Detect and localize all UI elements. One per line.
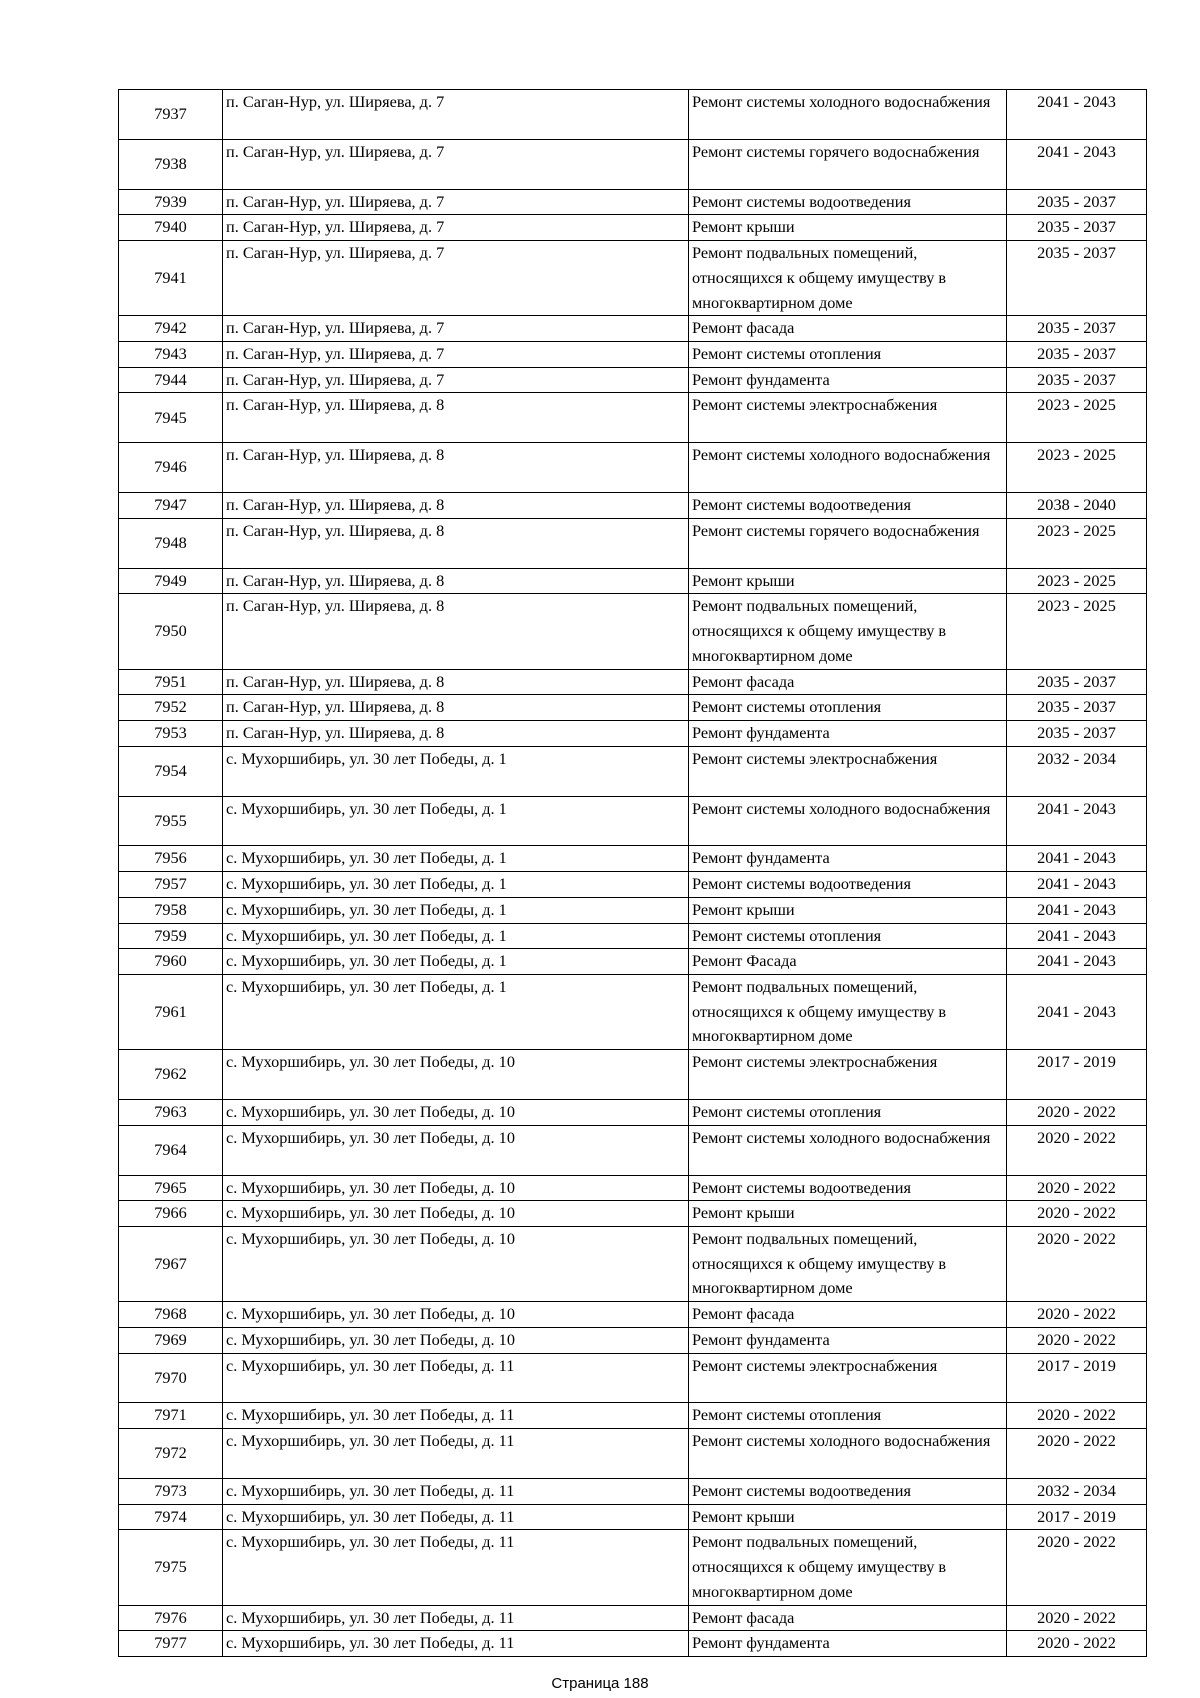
row-address: с. Мухоршибирь, ул. 30 лет Победы, д. 11 [223,1429,689,1479]
row-work-type: Ремонт системы отопления [689,923,1007,949]
row-number: 7976 [119,1605,223,1631]
row-period: 2041 - 2043 [1007,923,1147,949]
row-period: 2032 - 2034 [1007,746,1147,796]
row-number: 7959 [119,923,223,949]
row-period: 2020 - 2022 [1007,1227,1147,1302]
row-address: с. Мухоршибирь, ул. 30 лет Победы, д. 11 [223,1353,689,1403]
row-address: п. Саган-Нур, ул. Ширяева, д. 8 [223,695,689,721]
row-number: 7942 [119,316,223,342]
row-period: 2035 - 2037 [1007,189,1147,215]
row-work-type: Ремонт крыши [689,215,1007,241]
row-work-type: Ремонт системы водоотведения [689,1479,1007,1505]
table-row [119,443,1147,493]
row-address: с. Мухоршибирь, ул. 30 лет Победы, д. 1 [223,846,689,872]
table-row [119,695,1147,721]
table-row [119,1227,1147,1302]
row-address: п. Саган-Нур, ул. Ширяева, д. 7 [223,316,689,342]
row-number: 7940 [119,215,223,241]
row-address: с. Мухоршибирь, ул. 30 лет Победы, д. 1 [223,897,689,923]
table-row [119,189,1147,215]
row-address: п. Саган-Нур, ул. Ширяева, д. 8 [223,669,689,695]
row-period: 2020 - 2022 [1007,1100,1147,1126]
row-address: с. Мухоршибирь, ул. 30 лет Победы, д. 10 [223,1227,689,1302]
row-number: 7945 [119,393,223,443]
table-row [119,342,1147,368]
row-number: 7937 [119,90,223,140]
row-work-type: Ремонт системы холодного водоснабжения [689,796,1007,846]
row-address: с. Мухоршибирь, ул. 30 лет Победы, д. 10 [223,1175,689,1201]
row-address: с. Мухоршибирь, ул. 30 лет Победы, д. 10 [223,1100,689,1126]
row-work-type: Ремонт фундамента [689,1327,1007,1353]
row-address: с. Мухоршибирь, ул. 30 лет Победы, д. 11 [223,1479,689,1505]
row-work-type: Ремонт фундамента [689,367,1007,393]
row-work-type: Ремонт системы горячего водоснабжения [689,518,1007,568]
table-row [119,90,1147,140]
row-number: 7943 [119,342,223,368]
row-number: 7949 [119,568,223,594]
row-number: 7961 [119,975,223,1050]
row-work-type: Ремонт системы электроснабжения [689,1050,1007,1100]
row-number: 7953 [119,721,223,747]
row-address: с. Мухоршибирь, ул. 30 лет Победы, д. 1 [223,975,689,1050]
row-address: п. Саган-Нур, ул. Ширяева, д. 8 [223,568,689,594]
table-row [119,493,1147,519]
table-row [119,1175,1147,1201]
row-number: 7970 [119,1353,223,1403]
row-address: п. Саган-Нур, ул. Ширяева, д. 8 [223,518,689,568]
row-work-type: Ремонт системы отопления [689,1100,1007,1126]
row-period: 2041 - 2043 [1007,139,1147,189]
table-row [119,1479,1147,1505]
row-address: п. Саган-Нур, ул. Ширяева, д. 8 [223,493,689,519]
row-period: 2035 - 2037 [1007,316,1147,342]
table-row [119,215,1147,241]
row-number: 7941 [119,241,223,316]
row-work-type: Ремонт системы холодного водоснабжения [689,443,1007,493]
table-row [119,949,1147,975]
row-work-type: Ремонт системы отопления [689,1403,1007,1429]
row-number: 7974 [119,1504,223,1530]
row-number: 7968 [119,1302,223,1328]
table-row [119,594,1147,669]
table-row [119,721,1147,747]
row-period: 2023 - 2025 [1007,393,1147,443]
row-work-type: Ремонт фасада [689,1605,1007,1631]
table-row [119,1327,1147,1353]
row-address: п. Саган-Нур, ул. Ширяева, д. 7 [223,342,689,368]
row-address: п. Саган-Нур, ул. Ширяева, д. 8 [223,443,689,493]
works-table [118,89,1147,1657]
row-work-type: Ремонт фасада [689,669,1007,695]
row-period: 2020 - 2022 [1007,1125,1147,1175]
row-address: с. Мухоршибирь, ул. 30 лет Победы, д. 10 [223,1201,689,1227]
row-address: с. Мухоршибирь, ул. 30 лет Победы, д. 1 [223,746,689,796]
row-address: п. Саган-Нур, ул. Ширяева, д. 7 [223,215,689,241]
row-period: 2020 - 2022 [1007,1631,1147,1657]
row-number: 7951 [119,669,223,695]
row-work-type: Ремонт крыши [689,897,1007,923]
row-period: 2041 - 2043 [1007,949,1147,975]
row-period: 2020 - 2022 [1007,1175,1147,1201]
row-period: 2035 - 2037 [1007,695,1147,721]
row-period: 2020 - 2022 [1007,1403,1147,1429]
row-period: 2035 - 2037 [1007,367,1147,393]
row-address: п. Саган-Нур, ул. Ширяева, д. 7 [223,241,689,316]
row-work-type: Ремонт системы холодного водоснабжения [689,1125,1007,1175]
row-period: 2041 - 2043 [1007,90,1147,140]
row-number: 7973 [119,1479,223,1505]
row-work-type: Ремонт Фасада [689,949,1007,975]
row-period: 2020 - 2022 [1007,1429,1147,1479]
row-address: п. Саган-Нур, ул. Ширяева, д. 8 [223,594,689,669]
row-period: 2035 - 2037 [1007,241,1147,316]
table-row [119,1125,1147,1175]
row-number: 7939 [119,189,223,215]
table-row [119,796,1147,846]
row-address: с. Мухоршибирь, ул. 30 лет Победы, д. 10 [223,1050,689,1100]
table-row [119,1302,1147,1328]
row-address: с. Мухоршибирь, ул. 30 лет Победы, д. 10 [223,1125,689,1175]
table-row [119,393,1147,443]
table-row [119,872,1147,898]
table-row [119,1403,1147,1429]
row-number: 7952 [119,695,223,721]
row-work-type: Ремонт крыши [689,1504,1007,1530]
row-work-type: Ремонт фундамента [689,721,1007,747]
row-number: 7954 [119,746,223,796]
row-number: 7965 [119,1175,223,1201]
row-number: 7944 [119,367,223,393]
table-row [119,1631,1147,1657]
page-footer: Страница 188 [551,1675,649,1692]
table-row [119,746,1147,796]
table-row [119,367,1147,393]
row-number: 7955 [119,796,223,846]
row-period: 2017 - 2019 [1007,1050,1147,1100]
row-period: 2023 - 2025 [1007,443,1147,493]
row-period: 2035 - 2037 [1007,669,1147,695]
table-row [119,897,1147,923]
row-number: 7963 [119,1100,223,1126]
row-number: 7972 [119,1429,223,1479]
row-work-type: Ремонт крыши [689,568,1007,594]
row-work-type: Ремонт фундамента [689,1631,1007,1657]
table-row [119,568,1147,594]
row-work-type: Ремонт подвальных помещений, относящихся к общему имуществу в многоквартирном доме [689,241,1007,316]
table-row [119,518,1147,568]
row-work-type: Ремонт системы холодного водоснабжения [689,1429,1007,1479]
row-period: 2020 - 2022 [1007,1605,1147,1631]
table-row [119,1530,1147,1605]
row-period: 2041 - 2043 [1007,975,1147,1050]
row-number: 7947 [119,493,223,519]
row-number: 7956 [119,846,223,872]
row-work-type: Ремонт системы холодного водоснабжения [689,90,1007,140]
row-address: п. Саган-Нур, ул. Ширяева, д. 8 [223,721,689,747]
row-period: 2023 - 2025 [1007,594,1147,669]
table-row [119,1353,1147,1403]
row-work-type: Ремонт системы электроснабжения [689,1353,1007,1403]
row-number: 7950 [119,594,223,669]
row-address: с. Мухоршибирь, ул. 30 лет Победы, д. 1 [223,796,689,846]
table-row [119,139,1147,189]
row-number: 7969 [119,1327,223,1353]
row-address: с. Мухоршибирь, ул. 30 лет Победы, д. 1 [223,949,689,975]
row-work-type: Ремонт подвальных помещений, относящихся к общему имуществу в многоквартирном доме [689,1227,1007,1302]
row-period: 2020 - 2022 [1007,1302,1147,1328]
row-work-type: Ремонт системы водоотведения [689,1175,1007,1201]
row-work-type: Ремонт системы водоотведения [689,872,1007,898]
row-number: 7938 [119,139,223,189]
row-number: 7957 [119,872,223,898]
row-period: 2023 - 2025 [1007,568,1147,594]
table-row [119,1605,1147,1631]
table-row [119,241,1147,316]
row-work-type: Ремонт системы электроснабжения [689,746,1007,796]
row-period: 2020 - 2022 [1007,1327,1147,1353]
row-number: 7975 [119,1530,223,1605]
row-period: 2041 - 2043 [1007,897,1147,923]
row-address: с. Мухоршибирь, ул. 30 лет Победы, д. 1 [223,923,689,949]
row-work-type: Ремонт системы водоотведения [689,493,1007,519]
row-number: 7948 [119,518,223,568]
row-address: с. Мухоршибирь, ул. 30 лет Победы, д. 10 [223,1327,689,1353]
row-period: 2041 - 2043 [1007,872,1147,898]
row-work-type: Ремонт крыши [689,1201,1007,1227]
row-work-type: Ремонт фасада [689,1302,1007,1328]
row-number: 7971 [119,1403,223,1429]
row-work-type: Ремонт системы электроснабжения [689,393,1007,443]
table-row [119,1429,1147,1479]
table-row [119,923,1147,949]
row-period: 2032 - 2034 [1007,1479,1147,1505]
row-period: 2041 - 2043 [1007,796,1147,846]
row-address: п. Саган-Нур, ул. Ширяева, д. 7 [223,189,689,215]
row-work-type: Ремонт фасада [689,316,1007,342]
row-number: 7977 [119,1631,223,1657]
row-address: с. Мухоршибирь, ул. 30 лет Победы, д. 1 [223,872,689,898]
row-work-type: Ремонт системы отопления [689,342,1007,368]
row-number: 7967 [119,1227,223,1302]
row-address: п. Саган-Нур, ул. Ширяева, д. 7 [223,90,689,140]
row-period: 2035 - 2037 [1007,721,1147,747]
row-number: 7962 [119,1050,223,1100]
table-body [119,90,1147,1657]
row-work-type: Ремонт подвальных помещений, относящихся к общему имуществу в многоквартирном доме [689,975,1007,1050]
row-work-type: Ремонт системы отопления [689,695,1007,721]
table-row [119,846,1147,872]
table-row [119,1100,1147,1126]
row-work-type: Ремонт фундамента [689,846,1007,872]
row-period: 2035 - 2037 [1007,342,1147,368]
row-work-type: Ремонт системы водоотведения [689,189,1007,215]
table-row [119,1504,1147,1530]
row-number: 7960 [119,949,223,975]
row-period: 2035 - 2037 [1007,215,1147,241]
row-address: п. Саган-Нур, ул. Ширяева, д. 7 [223,139,689,189]
table-row [119,975,1147,1050]
row-address: с. Мухоршибирь, ул. 30 лет Победы, д. 10 [223,1302,689,1328]
row-address: с. Мухоршибирь, ул. 30 лет Победы, д. 11 [223,1605,689,1631]
row-address: п. Саган-Нур, ул. Ширяева, д. 7 [223,367,689,393]
row-number: 7966 [119,1201,223,1227]
row-period: 2017 - 2019 [1007,1504,1147,1530]
row-address: с. Мухоршибирь, ул. 30 лет Победы, д. 11 [223,1403,689,1429]
row-period: 2020 - 2022 [1007,1530,1147,1605]
table-row [119,669,1147,695]
row-work-type: Ремонт системы горячего водоснабжения [689,139,1007,189]
table-row [119,1201,1147,1227]
row-period: 2038 - 2040 [1007,493,1147,519]
row-address: п. Саган-Нур, ул. Ширяева, д. 8 [223,393,689,443]
row-address: с. Мухоршибирь, ул. 30 лет Победы, д. 11 [223,1530,689,1605]
table-row [119,316,1147,342]
table-row [119,1050,1147,1100]
row-address: с. Мухоршибирь, ул. 30 лет Победы, д. 11 [223,1504,689,1530]
row-work-type: Ремонт подвальных помещений, относящихся к общему имуществу в многоквартирном доме [689,594,1007,669]
row-work-type: Ремонт подвальных помещений, относящихся к общему имуществу в многоквартирном доме [689,1530,1007,1605]
row-period: 2017 - 2019 [1007,1353,1147,1403]
row-address: с. Мухоршибирь, ул. 30 лет Победы, д. 11 [223,1631,689,1657]
row-period: 2023 - 2025 [1007,518,1147,568]
row-number: 7946 [119,443,223,493]
row-number: 7958 [119,897,223,923]
row-number: 7964 [119,1125,223,1175]
row-period: 2041 - 2043 [1007,846,1147,872]
row-period: 2020 - 2022 [1007,1201,1147,1227]
